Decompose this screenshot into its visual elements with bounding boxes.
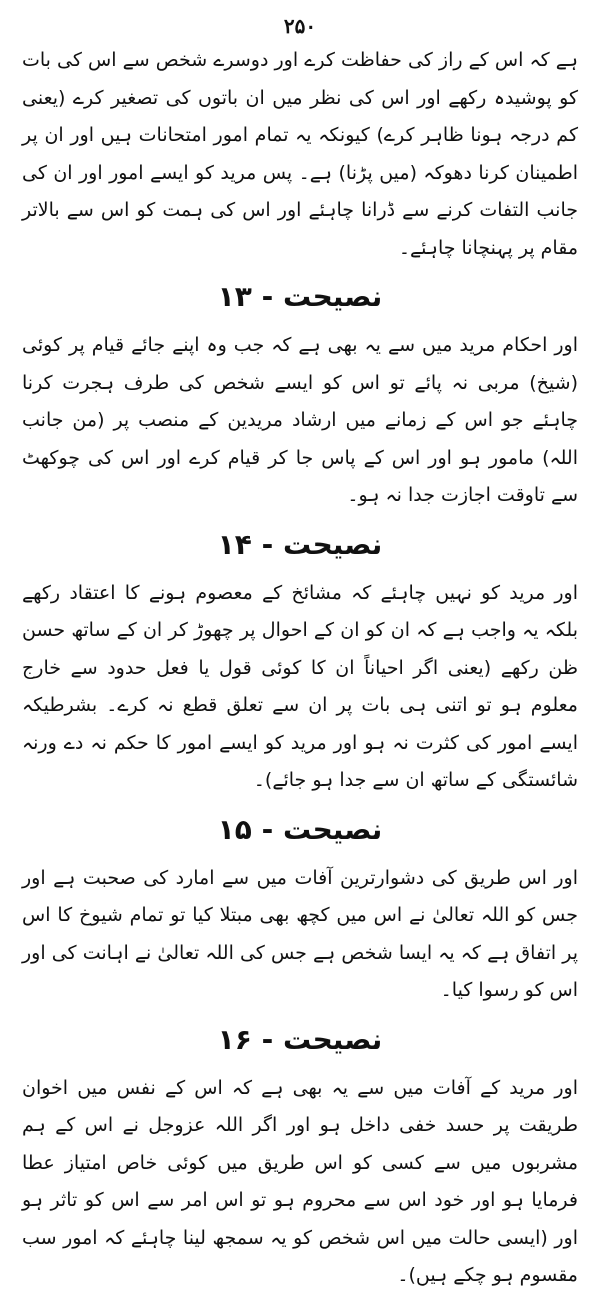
heading-text: نصیحت - ۱۴ (217, 527, 383, 561)
section-heading-13 (22, 267, 578, 327)
section-heading-14 (22, 515, 578, 575)
paragraph-16: اور مرید کے آفات میں سے یہ بھی ہے کہ اس کے نفس میں اخوان طریقت پر حسد خفی داخل ہو اور اگر اللہ عزوجل نے اس کے ہم مشربوں میں سے کسی کو اس طریق میں کوئی خاص امتیاز عطا فرمایا ہو اور خود اس سے محروم ہو تو اس امر سے اس کو تاثر ہو اور (ایسی حالت میں اس شخص کو یہ سمجھ لینا چاہئے کہ امور سب مقسوم ہو چکے ہیں)۔ (22, 1076, 578, 1286)
paragraph-intro: ہے کہ اس کے راز کی حفاظت کرے اور دوسرے شخص سے اس کی بات کو پوشیدہ رکھے اور اس کی نظر میں ان باتوں کی تصغیر کرے (یعنی کم درجہ ہونا ظاہر کرے) کیونکہ یہ تمام امور امتحانات ہیں اور ان پر اطمینان کرنا دھوکہ (میں پڑنا) ہے۔ پس مرید کو ایسے امور اور ان کی جانب التفات کرنے سے ڈرانا چاہئے اور اس کی ہمت کو اس سے بالاتر مقام پر پہنچانا چاہئے۔ (22, 49, 578, 259)
heading-text: نصیحت - ۱۵ (217, 812, 383, 846)
paragraph-13: اور احکام مرید میں سے یہ بھی ہے کہ جب وہ اپنے جائے قیام پر کوئی (شیخ) مربی نہ پائے تو اس کو ایسے شخص کی طرف ہجرت کرنا چاہئے جو اس کے زمانے میں ارشاد مریدین کے منصب پر (من جانب اللہ) مامور ہو اور اس کے پاس جا کر قیام کرے اور اس کی چوکھٹ سے تاوقت اجازت جدا نہ ہو۔ (22, 334, 578, 506)
paragraph-14: اور مرید کو نہیں چاہئے کہ مشائخ کے معصوم ہونے کا اعتقاد رکھے بلکہ یہ واجب ہے کہ ان کو ان کے احوال پر چھوڑ کر ان کے ساتھ حسن ظن رکھے (یعنی اگر احیاناً ان کا کوئی قول یا فعل حدود سے خارج معلوم ہو تو اتنی ہی بات پر ان سے تعلق قطع نہ کرے۔ بشرطیکہ ایسے امور کی کثرت نہ ہو اور مرید کو ایسے امور کا حکم نہ دے ورنہ شائستگی کے ساتھ ان سے جدا ہو جائے)۔ (22, 581, 578, 791)
page-number: ۲۵۰ (283, 14, 317, 38)
paragraph-15: اور اس طریق کی دشوارترین آفات میں سے امارد کی صحبت ہے اور جس کو اللہ تعالیٰ نے اس میں کچھ بھی مبتلا کیا تو تمام شیوخ کا اس پر اتفاق ہے کہ یہ ایسا شخص ہے جس کی اللہ تعالیٰ نے اہانت کی اور اس کو رسوا کیا۔ (22, 866, 578, 1001)
heading-text: نصیحت - ۱۳ (217, 280, 383, 313)
heading-text: نصیحت - ۱۶ (217, 1022, 383, 1056)
section-heading-16 (22, 1010, 578, 1070)
section-heading-15 (22, 800, 578, 860)
